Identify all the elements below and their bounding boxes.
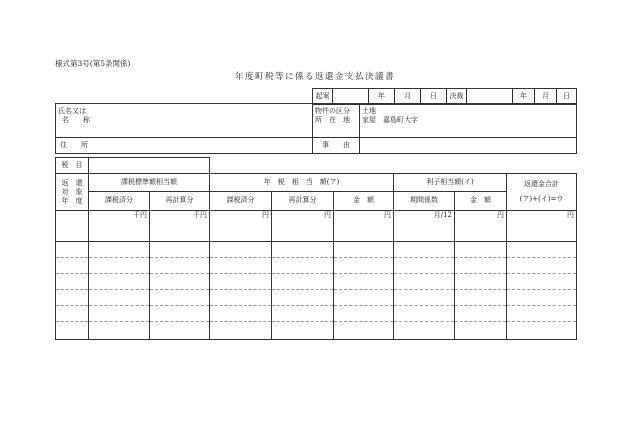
- table-row: [56, 290, 577, 306]
- unit-tax-recalc: 円: [272, 211, 334, 242]
- zeimoku-label: 税 目: [56, 158, 89, 174]
- tax-refund-table: [55, 157, 577, 340]
- sub-period: 期間係数: [394, 191, 455, 210]
- target-year-line2: 対 象: [61, 187, 83, 196]
- unit-kazei-done: 千円: [89, 211, 150, 242]
- unit-cell-year: [56, 211, 89, 242]
- zeimoku-value: [89, 158, 210, 174]
- target-year-line3: 年 度: [61, 196, 83, 205]
- kessai-year: 年: [513, 89, 535, 105]
- property-value-house: 家屋 嘉島町大字: [362, 116, 418, 124]
- unit-tax-done: 円: [210, 211, 272, 242]
- address-cell: [56, 138, 313, 154]
- name-label-line1: 氏名又は: [58, 107, 86, 115]
- unit-tax-amount: 円: [334, 211, 394, 242]
- table-row: [56, 258, 577, 274]
- property-label-cell: [313, 104, 360, 138]
- property-value-cell: [360, 104, 577, 138]
- sub-kazei-recalc: 再計算分: [150, 191, 210, 210]
- unit-kazei-recalc: 千円: [150, 211, 210, 242]
- sub-tax-amount: 金 額: [334, 191, 394, 210]
- name-cell: [56, 104, 313, 138]
- table-row: [56, 322, 577, 340]
- sub-kazei-done: 課税済分: [89, 191, 150, 210]
- unit-interest-amount: 円: [455, 211, 507, 242]
- property-type-label: 物件の区分: [315, 107, 350, 115]
- sub-tax-done: 課税済分: [210, 191, 272, 210]
- address-label: 住 所: [60, 141, 88, 149]
- table-row: [56, 274, 577, 290]
- group-kazei-header: 課税標準額相当額: [89, 174, 210, 192]
- group-total-header: [507, 174, 577, 211]
- sub-interest-amount: 金 額: [455, 191, 507, 210]
- property-value-land: 土地: [362, 107, 376, 115]
- unit-period: 月/12: [394, 211, 455, 242]
- kian-month: 月: [395, 89, 421, 105]
- reason-value: [360, 138, 577, 154]
- table-row: [56, 306, 577, 322]
- name-label-line2: 名 称: [62, 116, 90, 124]
- group-tax-header: 年 税 相 当 額(ア): [210, 174, 394, 192]
- unit-total: 円: [507, 211, 577, 242]
- kian-label: 起案: [313, 89, 333, 105]
- unit-row: [56, 211, 577, 242]
- sub-tax-recalc: 再計算分: [272, 191, 334, 210]
- document-title: 年度町税等に係る返還金支払決議書: [234, 72, 395, 82]
- zeimoku-blank: [210, 158, 577, 174]
- target-year-header: [56, 174, 89, 211]
- total-label: 返還金合計: [524, 180, 559, 188]
- form-number-label: 様式第3号(第5条関係): [55, 59, 131, 68]
- kian-day: 日: [421, 89, 447, 105]
- kessai-month: 月: [535, 89, 557, 105]
- reason-label: 事 由: [313, 138, 360, 154]
- table-row: [56, 242, 577, 258]
- location-label: 所 在 地: [315, 116, 350, 124]
- total-formula: (ア)+(イ)=ウ: [519, 195, 564, 203]
- kessai-day: 日: [557, 89, 577, 105]
- kian-year: 年: [369, 89, 395, 105]
- group-interest-header: 利子相当額(イ): [394, 174, 507, 192]
- applicant-info-table: [55, 103, 577, 154]
- target-year-line1: 返 還: [61, 178, 83, 187]
- kessai-label: 決裁: [447, 89, 467, 105]
